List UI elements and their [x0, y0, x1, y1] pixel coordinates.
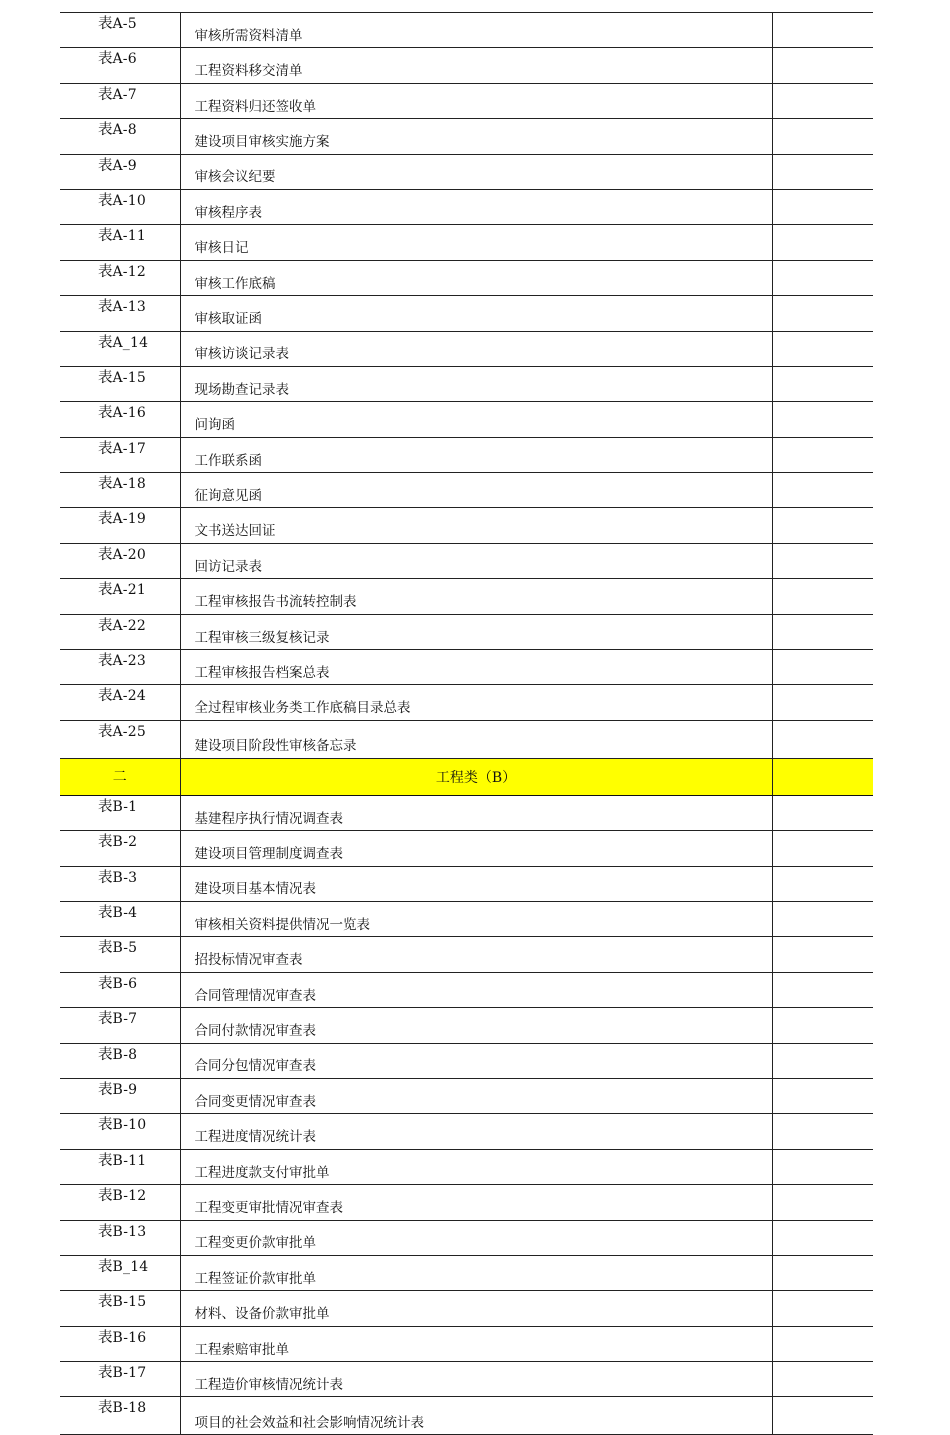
form-code-prefix: 表 — [98, 1152, 113, 1169]
form-code-number: A-20 — [112, 546, 146, 563]
form-code-number: A-5 — [112, 16, 137, 32]
table-row — [60, 1185, 873, 1220]
form-code-prefix: 表 — [98, 157, 113, 174]
form-code-number: A-21 — [112, 582, 146, 599]
form-code-number: B-15 — [112, 1294, 147, 1311]
form-name-cell: 招投标情况审查表 — [180, 937, 772, 972]
form-code-prefix: 表 — [98, 369, 113, 386]
form-code-number: A_14 — [112, 334, 149, 351]
form-code-number: A-8 — [112, 122, 137, 139]
form-code-cell — [60, 1078, 180, 1113]
form-code-prefix: 表 — [98, 1188, 113, 1205]
form-code-prefix: 表 — [98, 1329, 113, 1346]
form-code-cell — [60, 1362, 180, 1397]
form-code-prefix: 表 — [98, 582, 113, 599]
form-name-cell: 材料、设备价款审批单 — [180, 1291, 772, 1326]
table-row — [60, 1008, 873, 1043]
form-extra-cell — [772, 402, 873, 437]
section-a-rows — [60, 13, 873, 759]
table-row — [60, 508, 873, 543]
form-name-cell: 审核日记 — [180, 225, 772, 260]
form-code-number: B-5 — [112, 940, 138, 957]
table-row — [60, 1114, 873, 1149]
form-code-cell — [60, 543, 180, 578]
form-code-number: B-4 — [112, 904, 138, 921]
form-code-cell — [60, 331, 180, 366]
form-code-cell — [60, 1043, 180, 1078]
table-row — [60, 402, 873, 437]
form-name-cell: 工程进度情况统计表 — [180, 1114, 772, 1149]
table-row — [60, 260, 873, 295]
form-code-cell — [60, 260, 180, 295]
form-name-cell: 工程审核报告档案总表 — [180, 650, 772, 685]
form-name-cell: 工程索赔审批单 — [180, 1326, 772, 1361]
table-row — [60, 1220, 873, 1255]
form-code-number: A-15 — [112, 369, 146, 386]
form-code-cell — [60, 650, 180, 685]
table-row — [60, 1078, 873, 1113]
form-name-cell: 建设项目管理制度调查表 — [180, 831, 772, 866]
form-code-cell — [60, 473, 180, 508]
form-code-cell — [60, 402, 180, 437]
form-code-prefix: 表 — [98, 1011, 113, 1028]
form-code-cell — [60, 1291, 180, 1326]
form-name-cell: 建设项目审核实施方案 — [180, 119, 772, 154]
form-code-number: B-13 — [112, 1223, 147, 1240]
form-code-number: B-2 — [112, 834, 138, 851]
section-b-header — [60, 758, 873, 795]
table-row — [60, 579, 873, 614]
form-extra-cell — [772, 685, 873, 720]
form-extra-cell — [772, 154, 873, 189]
form-code-prefix: 表 — [98, 476, 113, 493]
table-row — [60, 331, 873, 366]
table-row — [60, 366, 873, 401]
form-code-cell — [60, 614, 180, 649]
form-code-number: B-8 — [112, 1046, 138, 1063]
form-name-cell: 合同变更情况审查表 — [180, 1078, 772, 1113]
form-name-cell: 工程变更审批情况审查表 — [180, 1185, 772, 1220]
form-extra-cell — [772, 614, 873, 649]
form-extra-cell — [772, 260, 873, 295]
form-code-cell — [60, 937, 180, 972]
form-code-prefix: 表 — [98, 86, 113, 103]
form-name-cell: 合同管理情况审查表 — [180, 972, 772, 1007]
table-row — [60, 614, 873, 649]
table-row — [60, 437, 873, 472]
form-code-cell — [60, 720, 180, 758]
form-code-cell — [60, 795, 180, 830]
form-code-prefix: 表 — [98, 688, 113, 705]
section-header-row — [60, 758, 873, 795]
form-index-table — [60, 12, 873, 1435]
form-code-cell — [60, 225, 180, 260]
form-code-prefix: 表 — [98, 1258, 113, 1275]
form-code-cell — [60, 13, 180, 48]
form-code-prefix: 表 — [98, 723, 113, 740]
form-code-prefix: 表 — [98, 1294, 113, 1311]
form-code-cell — [60, 1255, 180, 1290]
form-code-prefix: 表 — [98, 299, 113, 316]
form-code-prefix: 表 — [98, 440, 113, 457]
form-code-cell — [60, 48, 180, 83]
form-name-cell: 现场勘查记录表 — [180, 366, 772, 401]
table-row — [60, 1397, 873, 1435]
form-extra-cell — [772, 1255, 873, 1290]
form-name-cell: 工程变更价款审批单 — [180, 1220, 772, 1255]
form-extra-cell — [772, 48, 873, 83]
form-code-cell — [60, 1008, 180, 1043]
form-code-number: A-16 — [112, 405, 146, 422]
form-extra-cell — [772, 937, 873, 972]
form-code-prefix: 表 — [98, 1400, 113, 1417]
form-code-prefix: 表 — [98, 1365, 113, 1382]
table-row — [60, 901, 873, 936]
form-code-number: B-10 — [112, 1117, 147, 1134]
table-row — [60, 473, 873, 508]
form-code-prefix: 表 — [98, 546, 113, 563]
form-code-number: A-12 — [112, 263, 146, 280]
form-name-cell: 审核程序表 — [180, 189, 772, 224]
form-code-cell — [60, 189, 180, 224]
table-row — [60, 296, 873, 331]
form-code-cell — [60, 508, 180, 543]
form-code-number: A-19 — [112, 511, 146, 528]
form-code-cell — [60, 1397, 180, 1435]
form-code-prefix: 表 — [98, 798, 113, 815]
form-code-prefix: 表 — [98, 122, 113, 139]
form-code-prefix: 表 — [98, 940, 113, 957]
form-code-number: B-18 — [112, 1400, 147, 1417]
table-row — [60, 831, 873, 866]
form-code-number: A-7 — [112, 86, 137, 103]
table-row — [60, 83, 873, 118]
form-code-number: B-1 — [112, 798, 138, 815]
section-number: 二 — [60, 758, 180, 795]
form-name-cell: 工作联系函 — [180, 437, 772, 472]
form-code-cell — [60, 1149, 180, 1184]
form-code-number: A-18 — [112, 476, 146, 493]
form-code-cell — [60, 83, 180, 118]
table-row — [60, 189, 873, 224]
form-code-number: B-6 — [112, 975, 138, 992]
form-name-cell: 工程审核报告书流转控制表 — [180, 579, 772, 614]
form-code-prefix: 表 — [98, 51, 113, 68]
form-extra-cell — [772, 296, 873, 331]
form-name-cell: 合同分包情况审查表 — [180, 1043, 772, 1078]
form-name-cell: 审核取证函 — [180, 296, 772, 331]
form-extra-cell — [772, 1008, 873, 1043]
form-extra-cell — [772, 13, 873, 48]
form-name-cell: 回访记录表 — [180, 543, 772, 578]
table-row — [60, 795, 873, 830]
form-code-prefix: 表 — [98, 1046, 113, 1063]
form-code-number: A-25 — [112, 723, 146, 740]
form-code-cell — [60, 1185, 180, 1220]
form-extra-cell — [772, 650, 873, 685]
form-code-cell — [60, 579, 180, 614]
table-row — [60, 1362, 873, 1397]
section-b-rows — [60, 795, 873, 1435]
form-code-cell — [60, 972, 180, 1007]
form-code-cell — [60, 119, 180, 154]
form-code-prefix: 表 — [98, 975, 113, 992]
table-row — [60, 972, 873, 1007]
form-code-prefix: 表 — [98, 904, 113, 921]
form-code-number: B-12 — [112, 1188, 147, 1205]
table-row — [60, 720, 873, 758]
form-code-prefix: 表 — [98, 617, 113, 634]
form-name-cell: 工程资料归还签收单 — [180, 83, 772, 118]
form-extra-cell — [772, 366, 873, 401]
form-extra-cell — [772, 866, 873, 901]
form-extra-cell — [772, 972, 873, 1007]
form-extra-cell — [772, 543, 873, 578]
form-code-prefix: 表 — [98, 834, 113, 851]
form-name-cell: 审核相关资料提供情况一览表 — [180, 901, 772, 936]
table-row — [60, 866, 873, 901]
table-row — [60, 650, 873, 685]
table-row — [60, 937, 873, 972]
form-extra-cell — [772, 1114, 873, 1149]
form-code-number: B-16 — [112, 1329, 147, 1346]
form-code-number: A-22 — [112, 617, 146, 634]
form-extra-cell — [772, 189, 873, 224]
form-code-number: A-6 — [112, 51, 137, 68]
form-name-cell: 项目的社会效益和社会影响情况统计表 — [180, 1397, 772, 1435]
form-name-cell: 审核访谈记录表 — [180, 331, 772, 366]
form-code-number: A-24 — [112, 688, 146, 705]
section-title-close: ） — [502, 770, 517, 787]
form-name-cell: 工程签证价款审批单 — [180, 1255, 772, 1290]
form-code-prefix: 表 — [98, 869, 113, 886]
form-code-prefix: 表 — [98, 1081, 113, 1098]
table-row — [60, 1255, 873, 1290]
table-row — [60, 1291, 873, 1326]
form-code-number: B-7 — [112, 1011, 138, 1028]
form-extra-cell — [772, 1078, 873, 1113]
form-extra-cell — [772, 795, 873, 830]
form-extra-cell — [772, 1149, 873, 1184]
form-code-number: A-17 — [112, 440, 146, 457]
form-name-cell: 基建程序执行情况调查表 — [180, 795, 772, 830]
form-code-prefix: 表 — [98, 334, 113, 351]
form-code-number: A-11 — [112, 228, 146, 245]
section-title-letter: B — [491, 770, 503, 787]
form-code-number: B-17 — [112, 1365, 147, 1382]
section-title-text: 工程类（ — [435, 770, 492, 787]
form-code-cell — [60, 901, 180, 936]
form-name-cell: 征询意见函 — [180, 473, 772, 508]
form-extra-cell — [772, 437, 873, 472]
table-row — [60, 48, 873, 83]
form-name-cell: 审核工作底稿 — [180, 260, 772, 295]
form-code-cell — [60, 831, 180, 866]
form-extra-cell — [772, 1185, 873, 1220]
form-code-prefix: 表 — [98, 16, 113, 32]
form-extra-cell — [772, 1397, 873, 1435]
form-name-cell: 问询函 — [180, 402, 772, 437]
form-code-prefix: 表 — [98, 192, 113, 209]
form-extra-cell — [772, 119, 873, 154]
form-code-number: A-23 — [112, 653, 146, 670]
form-code-number: B_14 — [112, 1258, 149, 1275]
form-code-cell — [60, 296, 180, 331]
form-code-prefix: 表 — [98, 405, 113, 422]
form-name-cell: 工程进度款支付审批单 — [180, 1149, 772, 1184]
form-name-cell: 工程造价审核情况统计表 — [180, 1362, 772, 1397]
form-extra-cell — [772, 1043, 873, 1078]
form-code-cell — [60, 366, 180, 401]
form-extra-cell — [772, 579, 873, 614]
form-extra-cell — [772, 1362, 873, 1397]
form-name-cell: 工程资料移交清单 — [180, 48, 772, 83]
table-row — [60, 225, 873, 260]
form-name-cell: 合同付款情况审查表 — [180, 1008, 772, 1043]
form-code-prefix: 表 — [98, 228, 113, 245]
form-extra-cell — [772, 83, 873, 118]
form-code-cell — [60, 437, 180, 472]
form-name-cell: 建设项目阶段性审核备忘录 — [180, 720, 772, 758]
form-code-number: A-10 — [112, 192, 146, 209]
table-row — [60, 13, 873, 48]
form-name-cell: 审核会议纪要 — [180, 154, 772, 189]
form-name-cell: 审核所需资料清单 — [180, 13, 772, 48]
form-extra-cell — [772, 831, 873, 866]
form-code-number: B-9 — [112, 1081, 138, 1098]
table-row — [60, 1043, 873, 1078]
form-code-cell — [60, 1220, 180, 1255]
form-extra-cell — [772, 331, 873, 366]
section-extra-cell — [772, 758, 873, 795]
table-row — [60, 119, 873, 154]
form-extra-cell — [772, 508, 873, 543]
form-code-cell — [60, 154, 180, 189]
form-code-number: A-13 — [112, 299, 146, 316]
form-extra-cell — [772, 473, 873, 508]
form-code-prefix: 表 — [98, 1117, 113, 1134]
form-code-number: B-11 — [112, 1152, 147, 1169]
form-code-prefix: 表 — [98, 263, 113, 280]
form-name-cell: 建设项目基本情况表 — [180, 866, 772, 901]
form-extra-cell — [772, 720, 873, 758]
section-title — [180, 758, 772, 795]
form-code-cell — [60, 866, 180, 901]
form-extra-cell — [772, 1291, 873, 1326]
form-code-prefix: 表 — [98, 1223, 113, 1240]
table-row — [60, 1149, 873, 1184]
form-code-prefix: 表 — [98, 511, 113, 528]
form-name-cell: 全过程审核业务类工作底稿目录总表 — [180, 685, 772, 720]
form-code-prefix: 表 — [98, 653, 113, 670]
form-code-number: B-3 — [112, 869, 138, 886]
form-code-cell — [60, 1114, 180, 1149]
form-code-number: A-9 — [112, 157, 137, 174]
form-extra-cell — [772, 225, 873, 260]
table-row — [60, 685, 873, 720]
form-extra-cell — [772, 901, 873, 936]
table-row — [60, 154, 873, 189]
form-name-cell: 文书送达回证 — [180, 508, 772, 543]
form-code-cell — [60, 685, 180, 720]
form-name-cell: 工程审核三级复核记录 — [180, 614, 772, 649]
form-extra-cell — [772, 1220, 873, 1255]
table-row — [60, 543, 873, 578]
